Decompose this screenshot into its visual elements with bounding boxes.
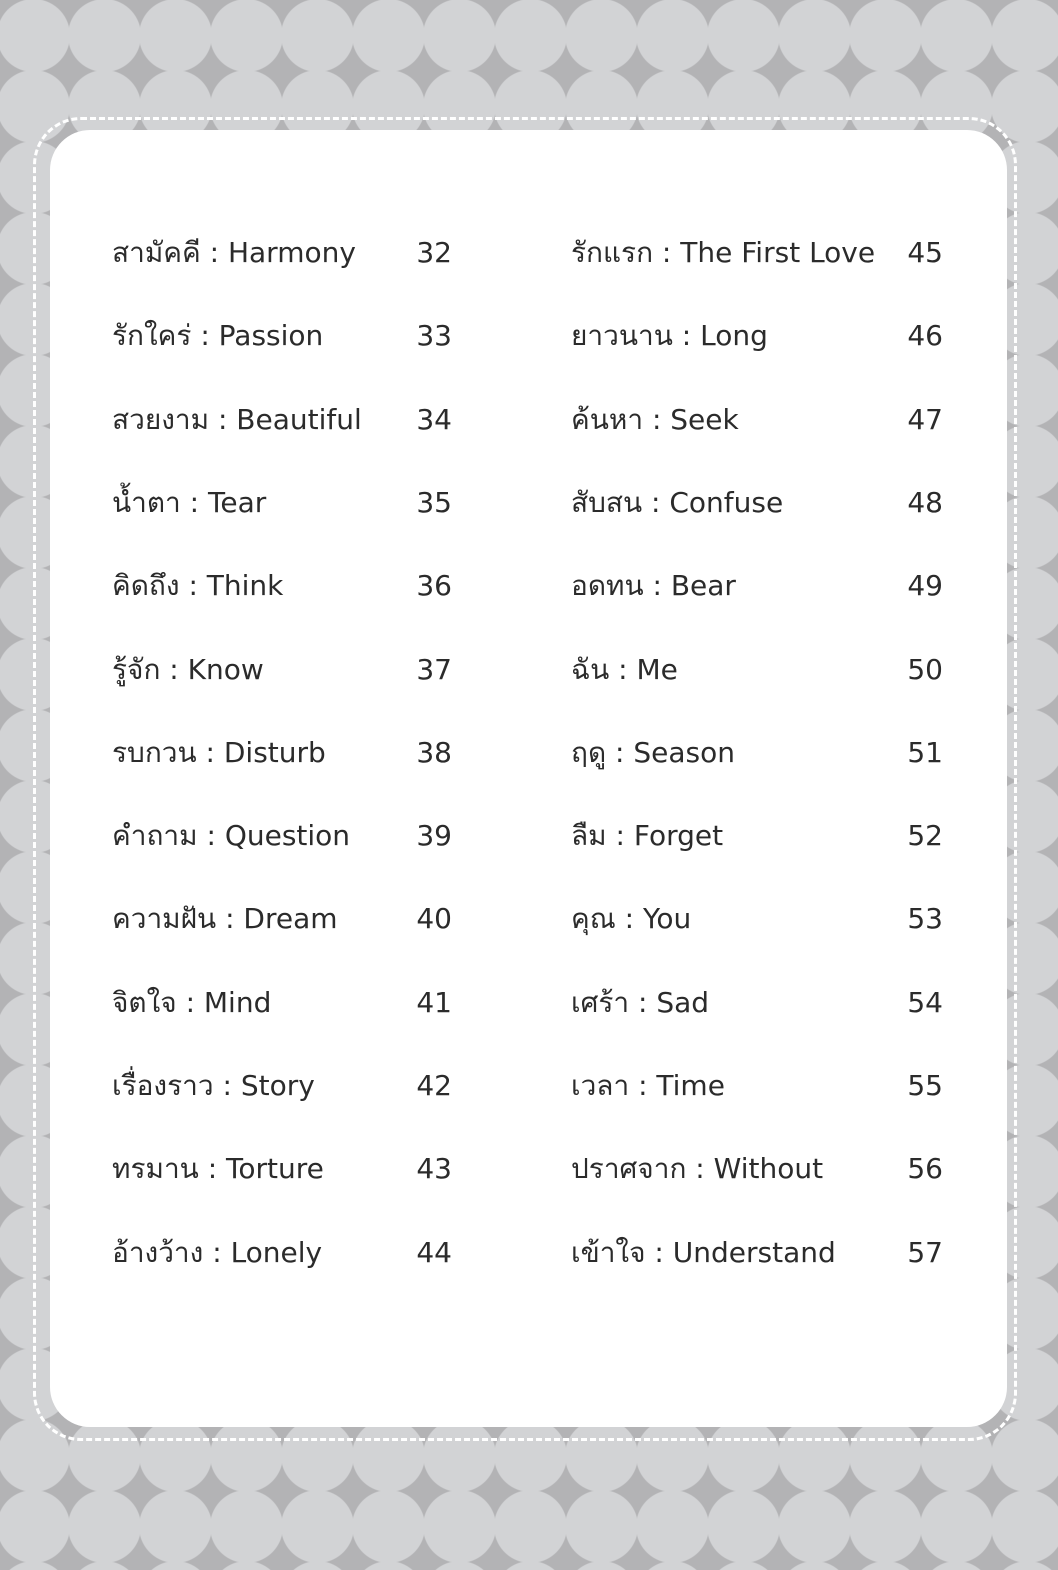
toc-entry-page-number: 48 (907, 486, 943, 519)
toc-entry-page-number: 54 (907, 986, 943, 1019)
toc-entry (112, 481, 452, 525)
toc-entry-page-number: 33 (416, 319, 452, 352)
toc-entry (112, 1064, 452, 1108)
toc-entry-page-number: 37 (416, 653, 452, 686)
toc-entry-title: คำถาม : Question (112, 819, 351, 852)
toc-entry-title: ฤดู : Season (571, 736, 735, 769)
toc-entry-page-number: 38 (416, 736, 452, 769)
toc-entry (112, 648, 452, 692)
toc-entry (112, 1147, 452, 1191)
toc-entry-title: รักแรก : The First Love (571, 236, 876, 269)
toc-entry (112, 731, 452, 775)
toc-entry-page-number: 52 (907, 819, 943, 852)
toc-entry (571, 1064, 943, 1108)
toc-entry-page-number: 35 (416, 486, 452, 519)
toc-entry (571, 648, 943, 692)
toc-entry (112, 231, 452, 275)
toc-entry (112, 398, 452, 442)
toc-entry (571, 814, 943, 858)
toc-entry-page-number: 43 (416, 1152, 452, 1185)
toc-entry-page-number: 46 (907, 319, 943, 352)
toc-entry-page-number: 40 (416, 902, 452, 935)
toc-entry (571, 231, 943, 275)
contents-card (50, 130, 1007, 1427)
toc-entry-title: เรื่องราว : Story (112, 1069, 315, 1102)
toc-entry-page-number: 32 (416, 236, 452, 269)
toc-entry-title: คิดถึง : Think (112, 569, 284, 602)
toc-entry-page-number: 55 (907, 1069, 943, 1102)
toc-entry-title: อ้างว้าง : Lonely (112, 1236, 323, 1269)
toc-entry-page-number: 45 (907, 236, 943, 269)
toc-entry-title: เข้าใจ : Understand (571, 1236, 836, 1269)
toc-entry-title: ความฝัน : Dream (112, 902, 338, 935)
toc-entry-title: ยาวนาน : Long (571, 319, 768, 352)
toc-entry-page-number: 36 (416, 569, 452, 602)
toc-entry-page-number: 49 (907, 569, 943, 602)
toc-entry-title: จิตใจ : Mind (112, 986, 272, 1019)
toc-entry (112, 314, 452, 358)
toc-entry-title: อดทน : Bear (571, 569, 736, 602)
toc-entry (571, 981, 943, 1025)
toc-entry-title: น้ำตา : Tear (112, 486, 267, 519)
toc-entry-page-number: 47 (907, 403, 943, 436)
toc-entry-title: ทรมาน : Torture (112, 1152, 324, 1185)
toc-entry (112, 897, 452, 941)
toc-entry-page-number: 57 (907, 1236, 943, 1269)
toc-entry (571, 314, 943, 358)
toc-entry (112, 564, 452, 608)
toc-entry (571, 897, 943, 941)
toc-entry (571, 564, 943, 608)
toc-entry-page-number: 51 (907, 736, 943, 769)
toc-entry-title: เวลา : Time (571, 1069, 725, 1102)
toc-entry-title: ฉัน : Me (571, 653, 678, 686)
toc-entry-page-number: 56 (907, 1152, 943, 1185)
toc-entry (112, 814, 452, 858)
toc-entry-page-number: 44 (416, 1236, 452, 1269)
toc-entry-page-number: 39 (416, 819, 452, 852)
toc-entry-page-number: 42 (416, 1069, 452, 1102)
toc-entry-page-number: 53 (907, 902, 943, 935)
toc-entry-title: รบกวน : Disturb (112, 736, 326, 769)
toc-entry (571, 1147, 943, 1191)
toc-entry-page-number: 41 (416, 986, 452, 1019)
toc-entry-page-number: 34 (416, 403, 452, 436)
toc-entry-title: เศร้า : Sad (571, 986, 710, 1019)
toc-entry (112, 1231, 452, 1275)
toc-entry-title: ลืม : Forget (571, 819, 724, 852)
toc-entry-title: ค้นหา : Seek (571, 403, 739, 436)
toc-entry-title: คุณ : You (571, 902, 692, 935)
toc-entry-title: สวยงาม : Beautiful (112, 403, 362, 436)
toc-entry (571, 731, 943, 775)
toc-entry (571, 1231, 943, 1275)
toc-entry-page-number: 50 (907, 653, 943, 686)
toc-entry-title: สับสน : Confuse (571, 486, 784, 519)
toc-entry-title: ปราศจาก : Without (571, 1152, 824, 1185)
toc-entry (112, 981, 452, 1025)
toc-entry (571, 398, 943, 442)
toc-entry-title: สามัคคี : Harmony (112, 236, 356, 269)
toc-entry-title: รู้จัก : Know (112, 653, 264, 686)
toc-entry-title: รักใคร่ : Passion (112, 319, 324, 352)
toc-entry (571, 481, 943, 525)
